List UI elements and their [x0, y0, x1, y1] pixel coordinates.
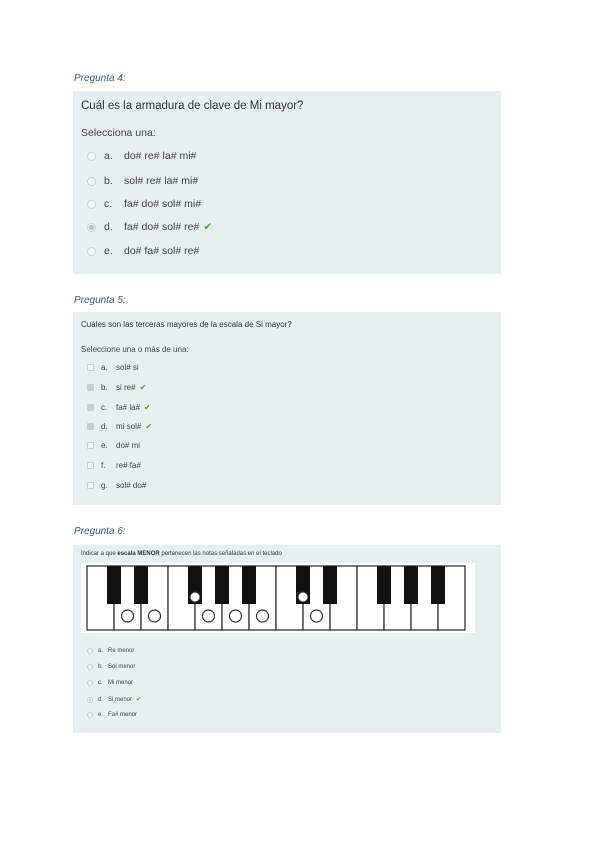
checkbox[interactable] — [87, 462, 94, 469]
option-text: mi sol# — [116, 422, 142, 431]
q4-option-c[interactable]: c. fa# do# sol# mi# — [87, 198, 201, 210]
option-text: sol# re# la# mi# — [124, 175, 199, 187]
q6-option-a[interactable]: a. Re menor — [87, 648, 134, 654]
q5-option-f[interactable]: f. re# fa# — [87, 461, 141, 470]
option-text: sol# si — [116, 363, 139, 372]
option-text: si re# — [116, 383, 136, 392]
black-key — [107, 566, 121, 604]
black-key — [242, 566, 256, 604]
q4-option-b[interactable]: b. sol# re# la# mi# — [87, 175, 198, 187]
piano-keyboard-drawing — [81, 563, 475, 633]
option-text: Mi menor — [108, 680, 134, 686]
note-marker — [311, 610, 323, 622]
note-marker — [298, 592, 308, 602]
radio-button[interactable] — [87, 680, 93, 686]
checkbox[interactable] — [87, 482, 94, 489]
option-text: do# fa# sol# re# — [124, 245, 200, 257]
option-text: Re menor — [108, 648, 135, 654]
check-icon: ✔ — [144, 403, 151, 412]
radio-button[interactable] — [87, 648, 93, 654]
check-icon: ✔ — [203, 221, 213, 233]
question-5-box — [73, 312, 501, 505]
radio-button[interactable] — [87, 664, 93, 670]
check-icon: ✔ — [145, 422, 153, 431]
checkbox-checked[interactable] — [87, 384, 94, 391]
radio-button[interactable] — [87, 177, 96, 186]
q5-option-g[interactable]: g. sol# do# — [87, 481, 146, 490]
radio-button[interactable] — [87, 712, 93, 718]
note-marker — [203, 610, 215, 622]
black-key — [215, 566, 229, 604]
option-text: fa# la# — [116, 403, 141, 412]
radio-button[interactable] — [87, 152, 96, 161]
black-key — [404, 566, 418, 604]
question-6-stem: Indicar a que escala MENOR pertenecen las notas señaladas en el teclado — [81, 551, 282, 557]
q6-option-b[interactable]: b. Sol menor — [87, 664, 135, 670]
note-marker — [149, 610, 161, 622]
note-marker — [257, 610, 269, 622]
radio-button-selected[interactable] — [87, 223, 96, 232]
question-6-title: Pregunta 6: — [74, 526, 126, 537]
note-marker — [230, 610, 242, 622]
question-5-stem: Cuáles son las terceras mayores de la escala de Si mayor? — [81, 320, 292, 329]
question-5-title: Pregunta 5: — [74, 295, 126, 306]
radio-button-selected[interactable] — [87, 697, 93, 703]
q5-option-d[interactable]: d. mi sol# ✔ — [87, 422, 152, 431]
checkbox[interactable] — [87, 364, 94, 371]
option-text: Fa# menor — [108, 712, 138, 718]
black-key — [431, 566, 445, 604]
q5-option-c[interactable]: c. fa# la# ✔ — [87, 403, 151, 412]
q6-option-c[interactable]: c. Mi menor — [87, 680, 133, 686]
black-key — [377, 566, 391, 604]
option-text: sol# do# — [116, 481, 147, 490]
q4-option-e[interactable]: e. do# fa# sol# re# — [87, 245, 199, 257]
piano-keyboard — [81, 563, 475, 633]
check-icon: ✔ — [136, 697, 142, 703]
q5-option-a[interactable]: a. sol# si — [87, 363, 139, 372]
question-4-stem: Cuál es la armadura de clave de Mi mayor? — [81, 100, 304, 112]
note-marker — [122, 610, 134, 622]
option-text: re# fa# — [116, 461, 141, 470]
question-4-prompt: Selecciona una: — [81, 127, 156, 139]
black-key — [323, 566, 337, 604]
option-text: fa# do# sol# mi# — [124, 198, 202, 210]
option-text: do# mi — [116, 441, 141, 450]
q6-option-e[interactable]: e. Fa# menor — [87, 712, 137, 718]
option-text: Si menor — [108, 696, 133, 703]
black-key — [134, 566, 148, 604]
option-text: fa# do# sol# re# — [124, 221, 200, 233]
question-5-prompt: Seleccione una o más de una: — [81, 345, 189, 354]
q5-option-e[interactable]: e. do# mi — [87, 441, 140, 450]
radio-button[interactable] — [87, 247, 96, 256]
question-4-title: Pregunta 4: — [74, 73, 126, 84]
q5-option-b[interactable]: b. si re# ✔ — [87, 383, 146, 392]
q4-option-a[interactable]: a. do# re# la# mi# — [87, 150, 196, 162]
checkbox-checked[interactable] — [87, 423, 94, 430]
radio-button[interactable] — [87, 200, 96, 209]
note-marker — [190, 592, 200, 602]
q4-option-d[interactable]: d. fa# do# sol# re# ✔ — [87, 221, 212, 233]
checkbox-checked[interactable] — [87, 404, 94, 411]
option-text: Sol menor — [108, 664, 136, 670]
checkbox[interactable] — [87, 442, 94, 449]
question-6-box — [73, 545, 501, 733]
option-text: do# re# la# mi# — [124, 150, 197, 162]
question-4-box — [73, 91, 501, 274]
check-icon: ✔ — [139, 383, 147, 392]
q6-option-d[interactable]: d. Si menor ✔ — [87, 696, 141, 703]
